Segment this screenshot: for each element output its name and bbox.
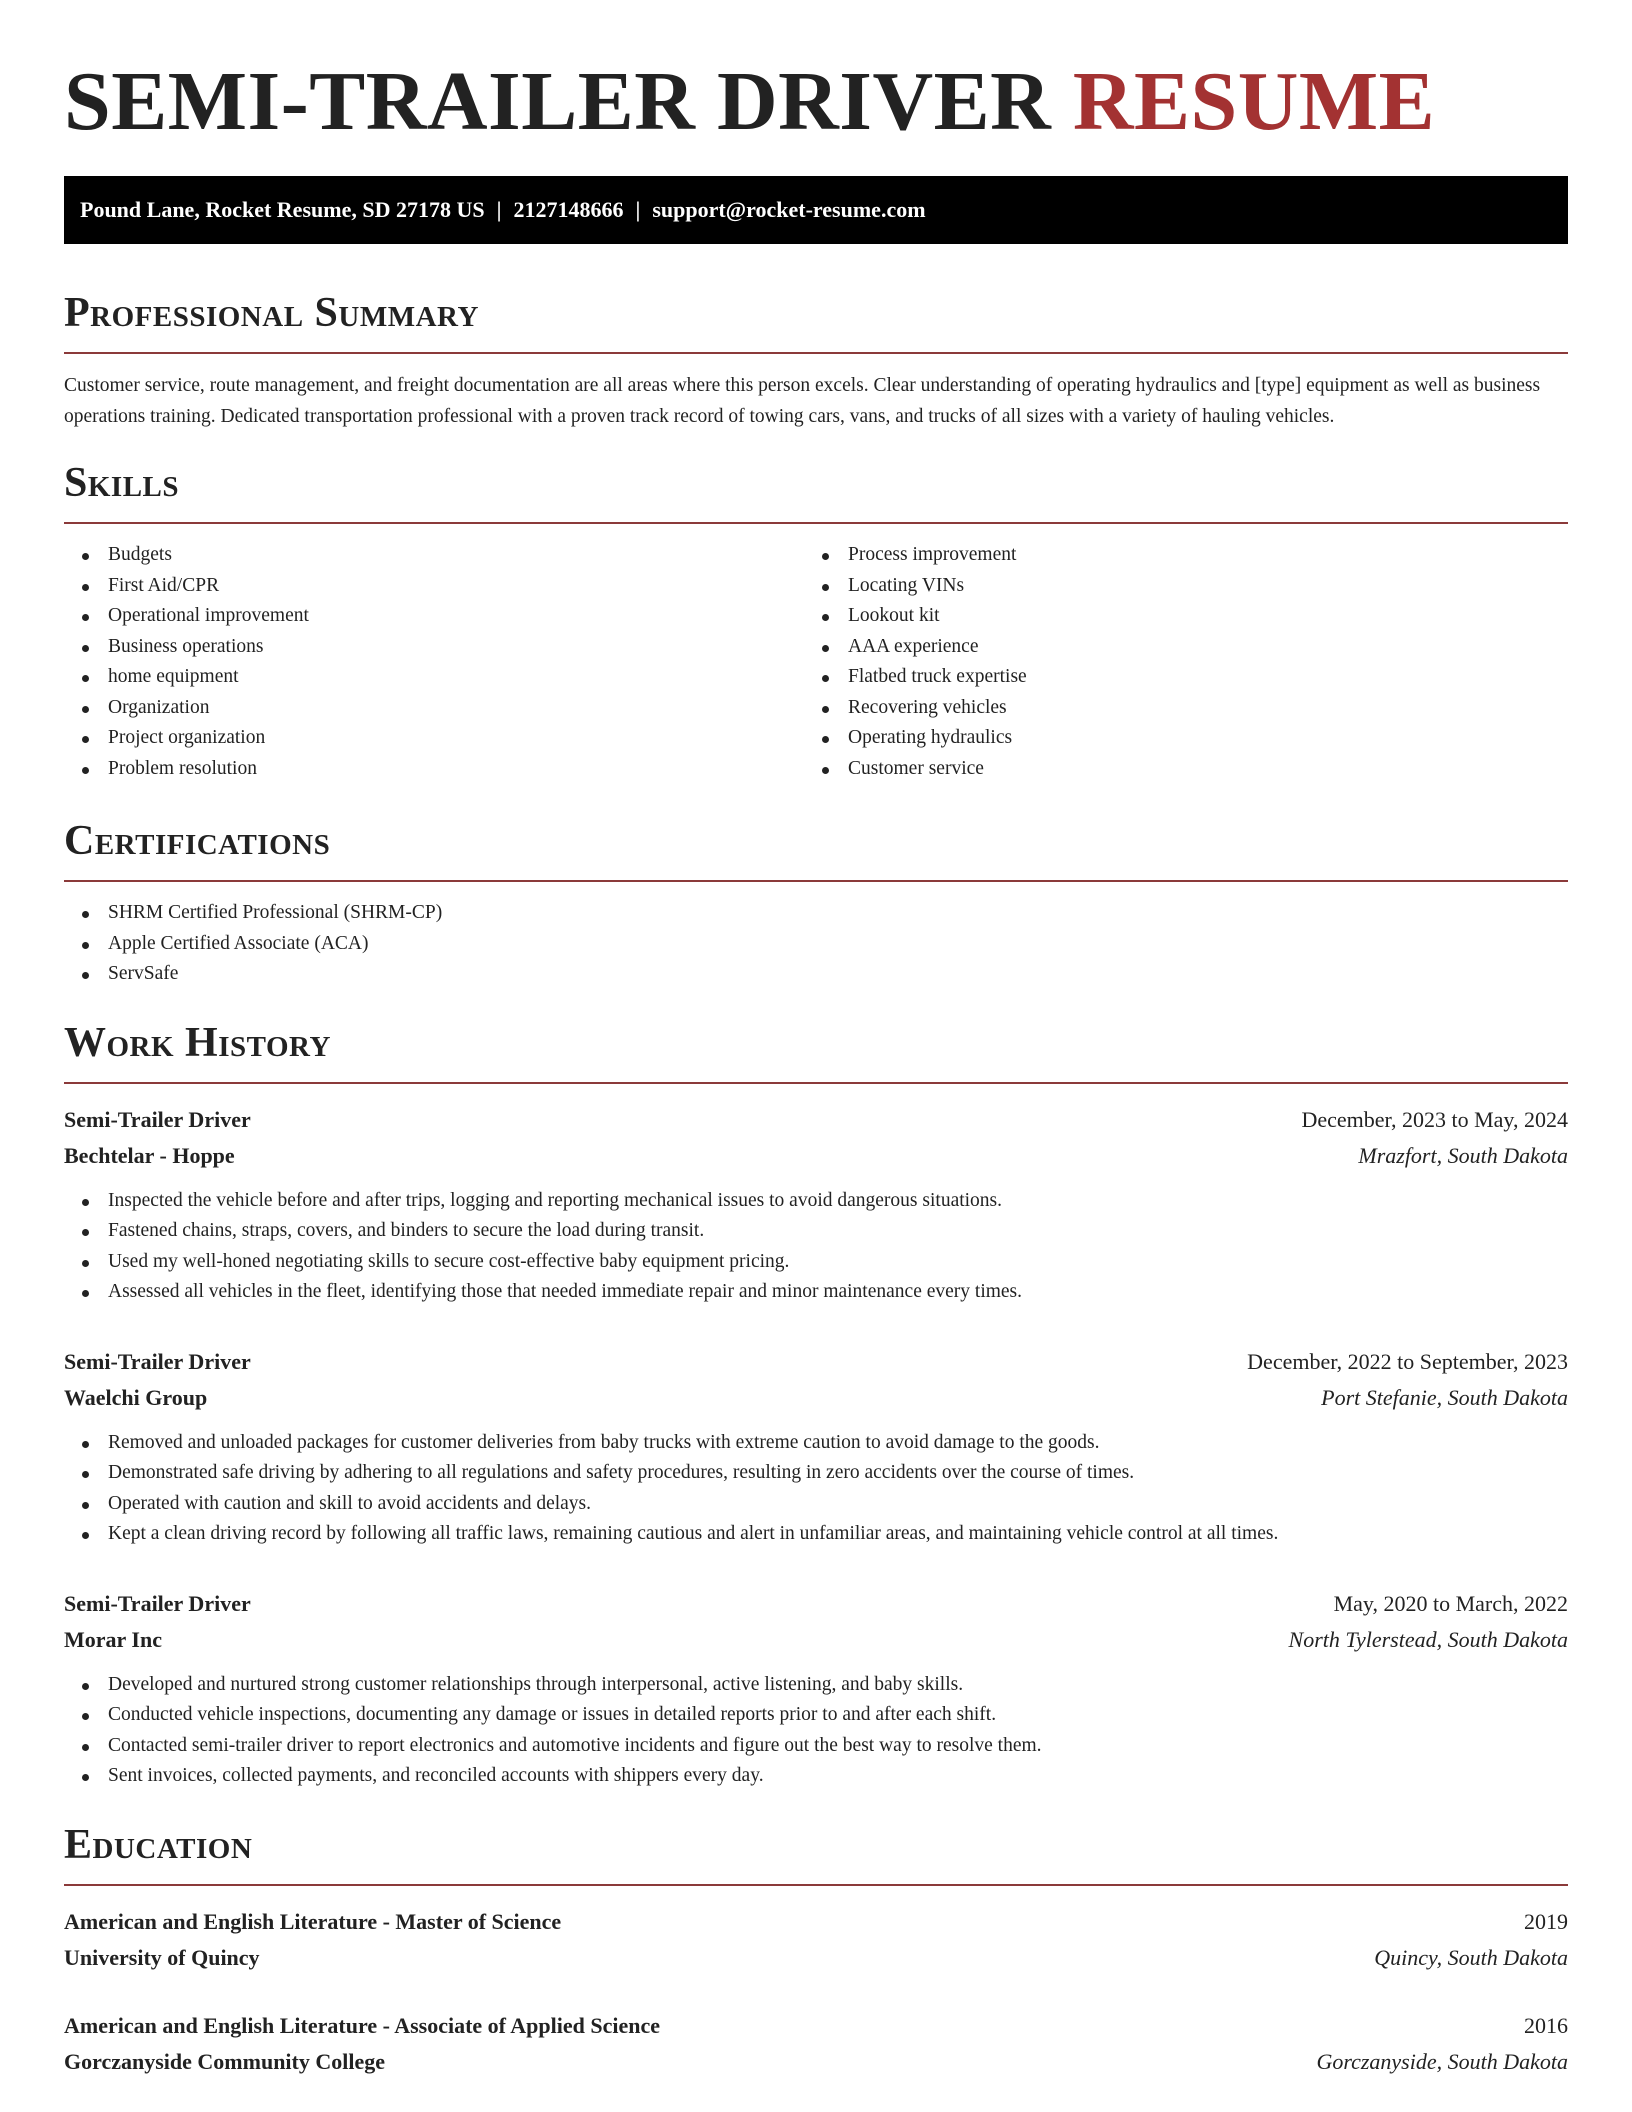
- job-company: Morar Inc: [64, 1626, 162, 1652]
- education-header: [64, 1904, 1568, 1940]
- section-divider: [64, 880, 1568, 882]
- section-heading: Skills: [64, 460, 180, 506]
- certification-item: Apple Certified Associate (ACA): [64, 929, 1568, 960]
- certifications-list: [64, 898, 1568, 990]
- education-section: [64, 1820, 1568, 2080]
- section-divider: [64, 1082, 1568, 1084]
- skill-item: Locating VINs: [804, 571, 1544, 602]
- job-entry: [64, 1102, 1568, 1308]
- skill-item: First Aid/CPR: [64, 571, 804, 602]
- education-header: [64, 2008, 1568, 2044]
- skill-item: Flatbed truck expertise: [804, 662, 1544, 693]
- job-entry: [64, 1344, 1568, 1550]
- skill-item: Lookout kit: [804, 601, 1544, 632]
- job-location: Mrazfort, South Dakota: [1358, 1142, 1568, 1168]
- education-location: Gorczanyside, South Dakota: [1316, 2048, 1568, 2074]
- skill-item: Problem resolution: [64, 754, 804, 785]
- contact-address: Pound Lane, Rocket Resume, SD 27178 US: [80, 197, 485, 222]
- certifications-section: [64, 816, 1568, 990]
- job-bullets: [64, 1186, 1568, 1308]
- job-bullet: Fastened chains, straps, covers, and binders to secure the load during transit.: [64, 1216, 1568, 1247]
- skill-item: home equipment: [64, 662, 804, 693]
- contact-email: support@rocket-resume.com: [652, 197, 926, 222]
- contact-bar: [64, 176, 1568, 244]
- section-divider: [64, 522, 1568, 524]
- title-accent: RESUME: [1072, 55, 1436, 148]
- summary-section: [64, 288, 1568, 432]
- job-header: [64, 1586, 1568, 1622]
- job-title: Semi-Trailer Driver: [64, 1348, 251, 1374]
- section-divider: [64, 352, 1568, 354]
- education-year: 2016: [1524, 2012, 1568, 2038]
- job-subheader: [64, 1380, 1568, 1416]
- skills-list-right: [804, 540, 1544, 784]
- job-location: Port Stefanie, South Dakota: [1321, 1384, 1568, 1410]
- skill-item: Organization: [64, 693, 804, 724]
- education-degree: American and English Literature - Master of Science: [64, 1908, 562, 1934]
- education-degree: American and English Literature - Associate of Applied Science: [64, 2012, 661, 2038]
- resume-title: [64, 0, 1568, 152]
- job-header: [64, 1344, 1568, 1380]
- education-entry: [64, 2008, 1568, 2080]
- education-subheader: [64, 1940, 1568, 1976]
- section-heading: Education: [64, 1821, 253, 1868]
- work-history-section: [64, 1018, 1568, 1792]
- job-dates: December, 2022 to September, 2023: [1247, 1348, 1568, 1374]
- skill-item: AAA experience: [804, 632, 1544, 663]
- job-bullet: Developed and nurtured strong customer relationships through interpersonal, active listening, and baby skills.: [64, 1670, 1568, 1701]
- education-school: University of Quincy: [64, 1944, 260, 1970]
- section-heading: Work History: [64, 1019, 331, 1066]
- job-dates: May, 2020 to March, 2022: [1333, 1590, 1568, 1616]
- job-subheader: [64, 1622, 1568, 1658]
- skill-item: Operational improvement: [64, 601, 804, 632]
- job-bullet: Conducted vehicle inspections, documenting any damage or issues in detailed reports prior to and after each shift.: [64, 1700, 1568, 1731]
- job-bullet: Sent invoices, collected payments, and reconciled accounts with shippers every day.: [64, 1761, 1568, 1792]
- skill-item: Recovering vehicles: [804, 693, 1544, 724]
- skill-item: Customer service: [804, 754, 1544, 785]
- job-bullet: Removed and unloaded packages for customer deliveries from baby trucks with extreme caution to avoid damage to the goods.: [64, 1428, 1568, 1459]
- education-subheader: [64, 2044, 1568, 2080]
- skill-item: Business operations: [64, 632, 804, 663]
- job-bullets: [64, 1428, 1568, 1550]
- education-entry: [64, 1904, 1568, 1976]
- section-heading: Certifications: [64, 818, 331, 864]
- certification-item: SHRM Certified Professional (SHRM-CP): [64, 898, 1568, 929]
- job-dates: December, 2023 to May, 2024: [1301, 1106, 1568, 1132]
- job-bullet: Contacted semi-trailer driver to report electronics and automotive incidents and figure out the best way to resolve them.: [64, 1731, 1568, 1762]
- skills-grid: [64, 540, 1568, 784]
- skill-item: Budgets: [64, 540, 804, 571]
- skills-list-left: [64, 540, 804, 784]
- job-bullet: Assessed all vehicles in the fleet, identifying those that needed immediate repair and minor maintenance every times.: [64, 1277, 1568, 1308]
- job-bullet: Kept a clean driving record by following all traffic laws, remaining cautious and alert in unfamiliar areas, and maintaining vehicle control at all times.: [64, 1519, 1568, 1550]
- summary-text: Customer service, route management, and freight documentation are all areas where this person excels. Clear understanding of operating hydraulics and [type] equipment as well as business operations training. Dedicated transportation professional with a proven track record of towing cars, vans, and trucks of all sizes with a variety of hauling vehicles.: [64, 375, 1541, 427]
- job-bullets: [64, 1670, 1568, 1792]
- job-bullet: Used my well-honed negotiating skills to secure cost-effective baby equipment pricing.: [64, 1247, 1568, 1278]
- skills-section: [64, 458, 1568, 784]
- skill-item: Operating hydraulics: [804, 723, 1544, 754]
- job-bullet: Demonstrated safe driving by adhering to all regulations and safety procedures, resulting in zero accidents over the course of times.: [64, 1458, 1568, 1489]
- contact-separator: |: [635, 197, 641, 222]
- job-title: Semi-Trailer Driver: [64, 1590, 251, 1616]
- education-year: 2019: [1524, 1908, 1568, 1934]
- resume-page: [64, 0, 1568, 2080]
- job-title: Semi-Trailer Driver: [64, 1106, 251, 1132]
- education-location: Quincy, South Dakota: [1374, 1944, 1568, 1970]
- education-school: Gorczanyside Community College: [64, 2048, 386, 2074]
- skill-item: Process improvement: [804, 540, 1544, 571]
- job-bullet: Operated with caution and skill to avoid accidents and delays.: [64, 1489, 1568, 1520]
- skill-item: Project organization: [64, 723, 804, 754]
- section-divider: [64, 1884, 1568, 1886]
- job-location: North Tylerstead, South Dakota: [1288, 1626, 1568, 1652]
- job-bullet: Inspected the vehicle before and after trips, logging and reporting mechanical issues to avoid dangerous situations.: [64, 1186, 1568, 1217]
- job-entry: [64, 1586, 1568, 1792]
- job-company: Bechtelar - Hoppe: [64, 1142, 235, 1168]
- section-heading: Professional Summary: [64, 290, 479, 336]
- title-main: SEMI-TRAILER DRIVER: [64, 55, 1073, 148]
- contact-phone: 2127148666: [513, 197, 624, 222]
- job-company: Waelchi Group: [64, 1384, 208, 1410]
- certification-item: ServSafe: [64, 959, 1568, 990]
- contact-separator: |: [496, 197, 502, 222]
- job-subheader: [64, 1138, 1568, 1174]
- job-header: [64, 1102, 1568, 1138]
